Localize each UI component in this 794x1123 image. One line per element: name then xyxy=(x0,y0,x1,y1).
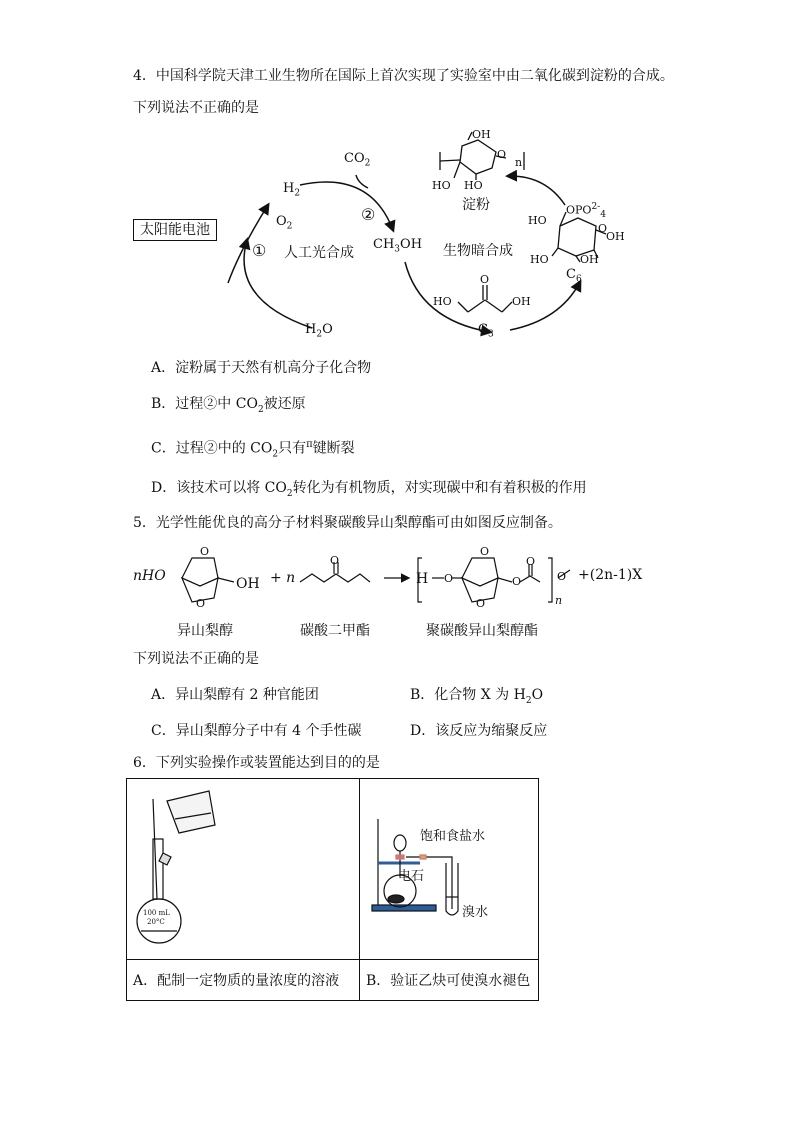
q5-stem: 5．光学性能优良的高分子材料聚碳酸异山梨醇酯可由如图反应制备。 xyxy=(133,515,562,531)
experiment-b-figure xyxy=(360,779,539,960)
caption-b: B．验证乙炔可使溴水褪色 xyxy=(360,960,539,1001)
starch-n: n xyxy=(515,156,523,169)
polymer-h: H xyxy=(416,571,429,587)
polymer-o-left: O xyxy=(444,572,454,585)
starch-ho-right: HO xyxy=(464,179,483,192)
volumetric-flask-figure xyxy=(127,779,359,955)
isosorbide-oh: OH xyxy=(236,576,260,592)
q6-stem: 6．下列实验操作或装置能达到目的的是 xyxy=(133,755,380,771)
polymer-o-end: O xyxy=(557,570,567,583)
bio-dark-label: 生物暗合成 xyxy=(443,243,513,259)
caption-a: A．配制一定物质的量浓度的溶液 xyxy=(127,960,360,1001)
c6-oh-right: OH xyxy=(606,230,625,243)
step2-marker: ② xyxy=(361,205,376,224)
c3-ho: HO xyxy=(433,295,452,308)
c6-label: $C_6$ xyxy=(566,267,582,285)
methanol-label: $CH_3OH$ xyxy=(373,237,423,255)
c3-label: $C_3$ xyxy=(478,322,494,340)
polymer-n: n xyxy=(555,594,563,607)
isosorbide-ring-top xyxy=(182,558,218,586)
starch-ho-left: HO xyxy=(432,179,451,192)
label-isosorbide: 异山梨醇 xyxy=(177,623,233,639)
label-brine: 饱和食盐水 xyxy=(420,829,486,844)
label-dimethyl-carbonate: 碳酸二甲酯 xyxy=(300,623,370,639)
c6-ho-top: HO xyxy=(528,214,547,227)
starch-o: O xyxy=(497,148,507,161)
polymer-o-carbonyl: O xyxy=(526,555,536,568)
step1-marker: ① xyxy=(252,241,267,260)
starch-label: 淀粉 xyxy=(462,197,490,213)
q4-synthesis-diagram xyxy=(0,0,794,360)
c3-structure xyxy=(458,285,512,312)
flask-label-temp: 20°C xyxy=(147,918,165,926)
dmc-o: O xyxy=(330,554,340,567)
h2-label: $H_2$ xyxy=(283,181,301,199)
q4-option-a: A．淀粉属于天然有机高分子化合物 xyxy=(151,360,372,376)
q4-option-d: D．该技术可以将 $CO_2$转化为有机物质，对实现碳中和有着积极的作用 xyxy=(151,480,587,499)
q5-option-c: C．异山梨醇分子中有 4 个手性碳 xyxy=(151,723,362,739)
q5-option-d: D．该反应为缩聚反应 xyxy=(410,723,548,739)
isosorbide-n-ho: nHO xyxy=(133,568,166,584)
arrow-c6-to-starch xyxy=(508,176,565,205)
label-polymer: 聚碳酸异山梨醇酯 xyxy=(426,623,538,639)
co2-label: $CO_2$ xyxy=(344,151,371,169)
dimethyl-carbonate xyxy=(300,574,370,582)
o2-label: $O_2$ xyxy=(276,214,293,232)
solar-cell-box: 太阳能电池 xyxy=(133,219,217,241)
c6-opo4: $OPO^{2-}_4$ xyxy=(566,202,606,220)
q5-prompt: 下列说法不正确的是 xyxy=(133,651,259,667)
artificial-label: 人工光合成 xyxy=(284,245,354,261)
polymer-o-right: O xyxy=(512,575,522,588)
byproduct: +(2n-1)X xyxy=(578,567,643,583)
experiment-a-figure xyxy=(127,779,360,960)
q5-option-a: A．异山梨醇有 2 种官能团 xyxy=(151,687,319,703)
polymer-ring-top xyxy=(462,558,498,586)
isosorbide-o-bottom: O xyxy=(196,597,206,610)
c6-o: O xyxy=(598,222,608,235)
label-bromine: 溴水 xyxy=(462,905,489,920)
q4-option-c: C．过程②中的 $CO_2$只有$^\pi$键断裂 xyxy=(151,439,355,460)
q4-stem: 4．中国科学院天津工业生物所在国际上首次实现了实验室中由二氧化碳到淀粉的合成。 xyxy=(133,68,674,84)
c3-o: O xyxy=(480,273,490,286)
label-carbide: 电石 xyxy=(398,869,425,884)
arrow-h2-to-methanol xyxy=(300,182,393,230)
c6-oh-bottom: OH xyxy=(580,253,599,266)
polymer-o-bottom: O xyxy=(476,597,486,610)
q5-option-b: B．化合物 X 为 $H_2O$ xyxy=(410,687,544,706)
acetylene-apparatus-figure xyxy=(360,779,538,955)
c3-oh: OH xyxy=(512,295,531,308)
c6-ho-bottom: HO xyxy=(530,253,549,266)
isosorbide-o-top: O xyxy=(200,545,210,558)
h2o-label: $H_2O$ xyxy=(305,322,333,340)
flask-label-volume: 100 mL xyxy=(143,909,170,917)
polymer-o-top: O xyxy=(480,545,490,558)
q5-reaction-equation xyxy=(0,540,794,620)
q4-prompt: 下列说法不正确的是 xyxy=(133,100,259,116)
plus-n: + n xyxy=(270,570,296,586)
q4-option-b: B．过程②中 $CO_2$被还原 xyxy=(151,396,306,415)
q6-experiment-table xyxy=(126,778,539,1001)
starch-oh-top: OH xyxy=(472,128,491,141)
